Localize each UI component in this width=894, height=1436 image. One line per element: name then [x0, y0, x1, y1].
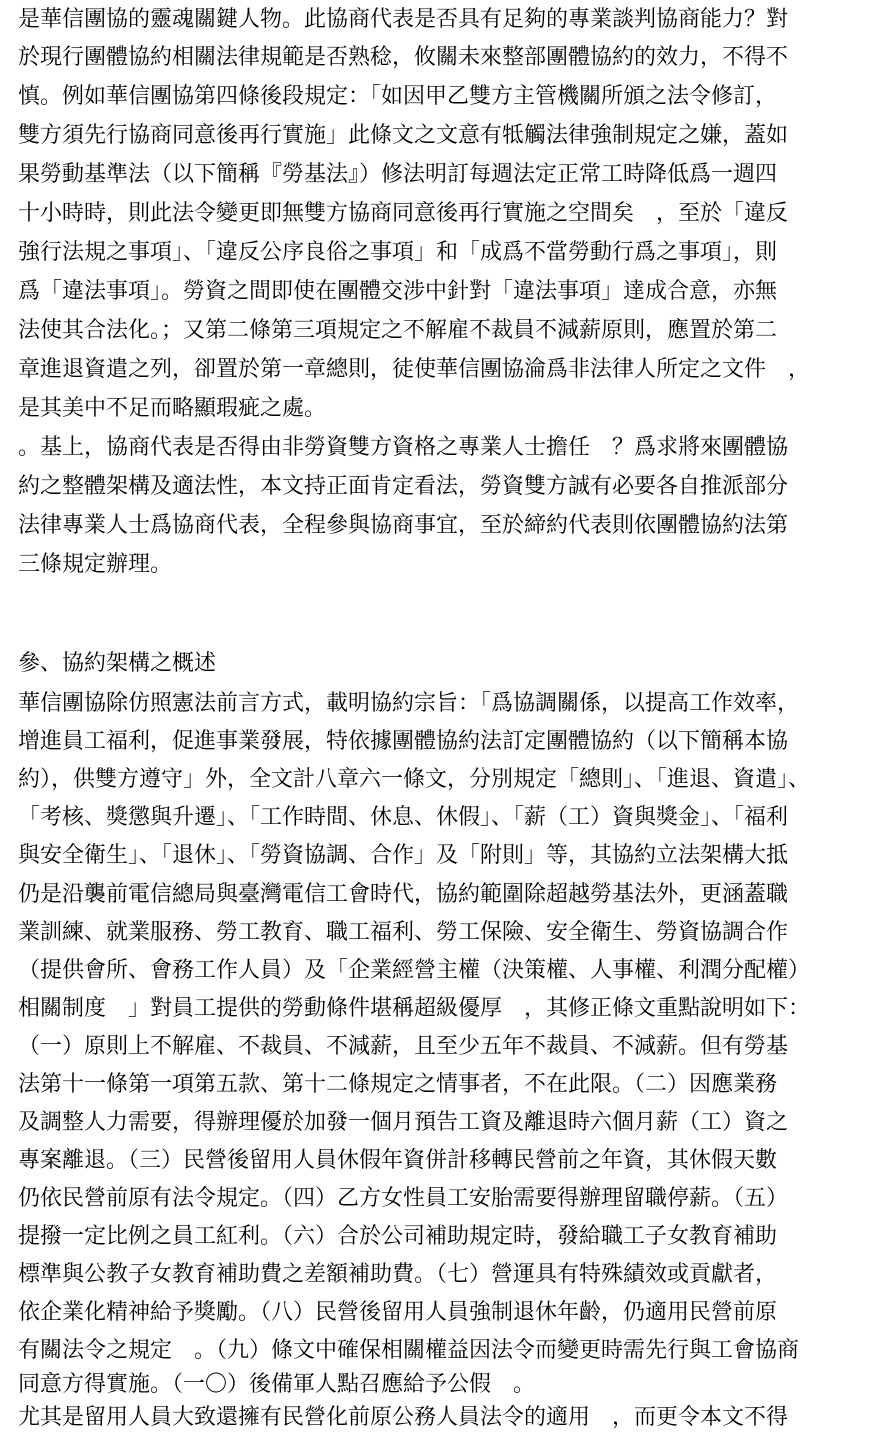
text-line: 。基上，協商代表是否得由非勞資雙方資格之專業人士擔任 ？爲求將來團體協	[18, 435, 789, 460]
text-line: 約），供雙方遵守」外，全文計八章六一條文，分別規定「總則」、「進退、資遣」、	[18, 767, 811, 792]
text-line: 法使其合法化。；又第二條第三項規定之不解雇不裁員不減薪原則，應置於第二	[18, 318, 778, 343]
text-line: 三條規定辦理。	[18, 552, 173, 577]
text-line: 增進員工福利，促進事業發展，特依據團體協約法訂定團體協約（以下簡稱本協	[18, 729, 789, 754]
text-line: 約之整體架構及適法性，本文持正面肯定看法，勞資雙方誠有必要各自推派部分	[18, 474, 789, 499]
text-line: 是其美中不足而略顯瑕疵之處。	[18, 396, 327, 421]
text-line: 提撥一定比例之員工紅利。（六）合於公司補助規定時，發給職工子女教育補助	[18, 1224, 778, 1249]
text-line: 十小時時，則此法令變更即無雙方協商同意後再行實施之空間矣 ，至於「違反	[18, 201, 789, 226]
text-line: （一）原則上不解雇、不裁員、不減薪，且至少五年不裁員、不減薪。但有勞基	[18, 1034, 789, 1059]
text-line: 有關法令之規定 。（九）條文中確保相關權益因法令而變更時需先行與工會協商	[18, 1338, 800, 1363]
text-line: 業訓練、就業服務、勞工教育、職工福利、勞工保險、安全衛生、勞資協調合作	[18, 920, 789, 945]
text-line: 雙方須先行協商同意後再行實施」此條文之文意有牴觸法律強制規定之嫌，蓋如	[18, 123, 789, 148]
text-line: 是華信團協的靈魂關鍵人物。此協商代表是否具有足夠的專業談判協商能力？對	[18, 7, 789, 32]
section-heading: 參、協約架構之概述	[18, 651, 217, 676]
text-line: 華信團協除仿照憲法前言方式，載明協約宗旨：「爲協調關係，以提高工作效率，	[18, 691, 800, 716]
text-line: 專案離退。（三）民營後留用人員休假年資併計移轉民營前之年資，其休假天數	[18, 1148, 778, 1173]
text-line: 法第十一條第一項第五款、第十二條規定之情事者，不在此限。（二）因應業務	[18, 1072, 778, 1097]
text-line: 爲「違法事項」。勞資之間即使在團體交涉中針對「違法事項」達成合意，亦無	[18, 279, 778, 304]
text-line: 仍是沿襲前電信總局與臺灣電信工會時代，協約範圍除超越勞基法外，更涵蓋職	[18, 882, 789, 907]
text-line: （提供會所、會務工作人員）及「企業經營主權（決策權、人事權、利潤分配權）	[18, 958, 811, 983]
text-line: 仍依民營前原有法令規定。（四）乙方女性員工安胎需要得辦理留職停薪。（五）	[18, 1186, 789, 1211]
text-line: 相關制度 」對員工提供的勞動條件堪稱超級優厚 ，其修正條文重點說明如下：	[18, 996, 811, 1021]
text-line: 尤其是留用人員大致還擁有民營化前原公務人員法令的適用 ，而更令本文不得	[18, 1405, 789, 1430]
text-line: 章進退資遣之列，卻置於第一章總則，徒使華信團協淪爲非法律人所定之文件 ，	[18, 357, 811, 382]
text-line: 於現行團體協約相關法律規範是否熟稔，攸關未來整部團體協約的效力，不得不	[18, 45, 789, 70]
text-line: 同意方得實施。（一〇）後備軍人點召應給予公假 。	[18, 1372, 536, 1397]
text-line: 慎。例如華信團協第四條後段規定：「如因甲乙雙方主管機關所頒之法令修訂，	[18, 84, 778, 109]
text-line: 依企業化精神給予獎勵。（八）民營後留用人員強制退休年齡，仍適用民營前原	[18, 1300, 778, 1325]
text-line: 標準與公教子女教育補助費之差額補助費。（七）營運具有特殊績效或貢獻者，	[18, 1262, 778, 1287]
text-line: 法律專業人士爲協商代表，全程參與協商事宜，至於締約代表則依團體協約法第	[18, 513, 789, 538]
text-line: 及調整人力需要，得辦理優於加發一個月預告工資及離退時六個月薪（工）資之	[18, 1110, 789, 1135]
text-line: 強行法規之事項」、「違反公序良俗之事項」和「成爲不當勞動行爲之事項」，則	[18, 240, 778, 265]
text-line: 果勞動基準法（以下簡稱『勞基法』）修法明訂每週法定正常工時降低爲一週四	[18, 162, 778, 187]
text-line: 與安全衛生」、「退休」、「勞資協調、合作」及「附則」等，其協約立法架構大抵	[18, 843, 789, 868]
text-line: 「考核、獎懲與升遷」、「工作時間、休息、休假」、「薪（工）資與獎金」、「福利	[18, 805, 789, 830]
